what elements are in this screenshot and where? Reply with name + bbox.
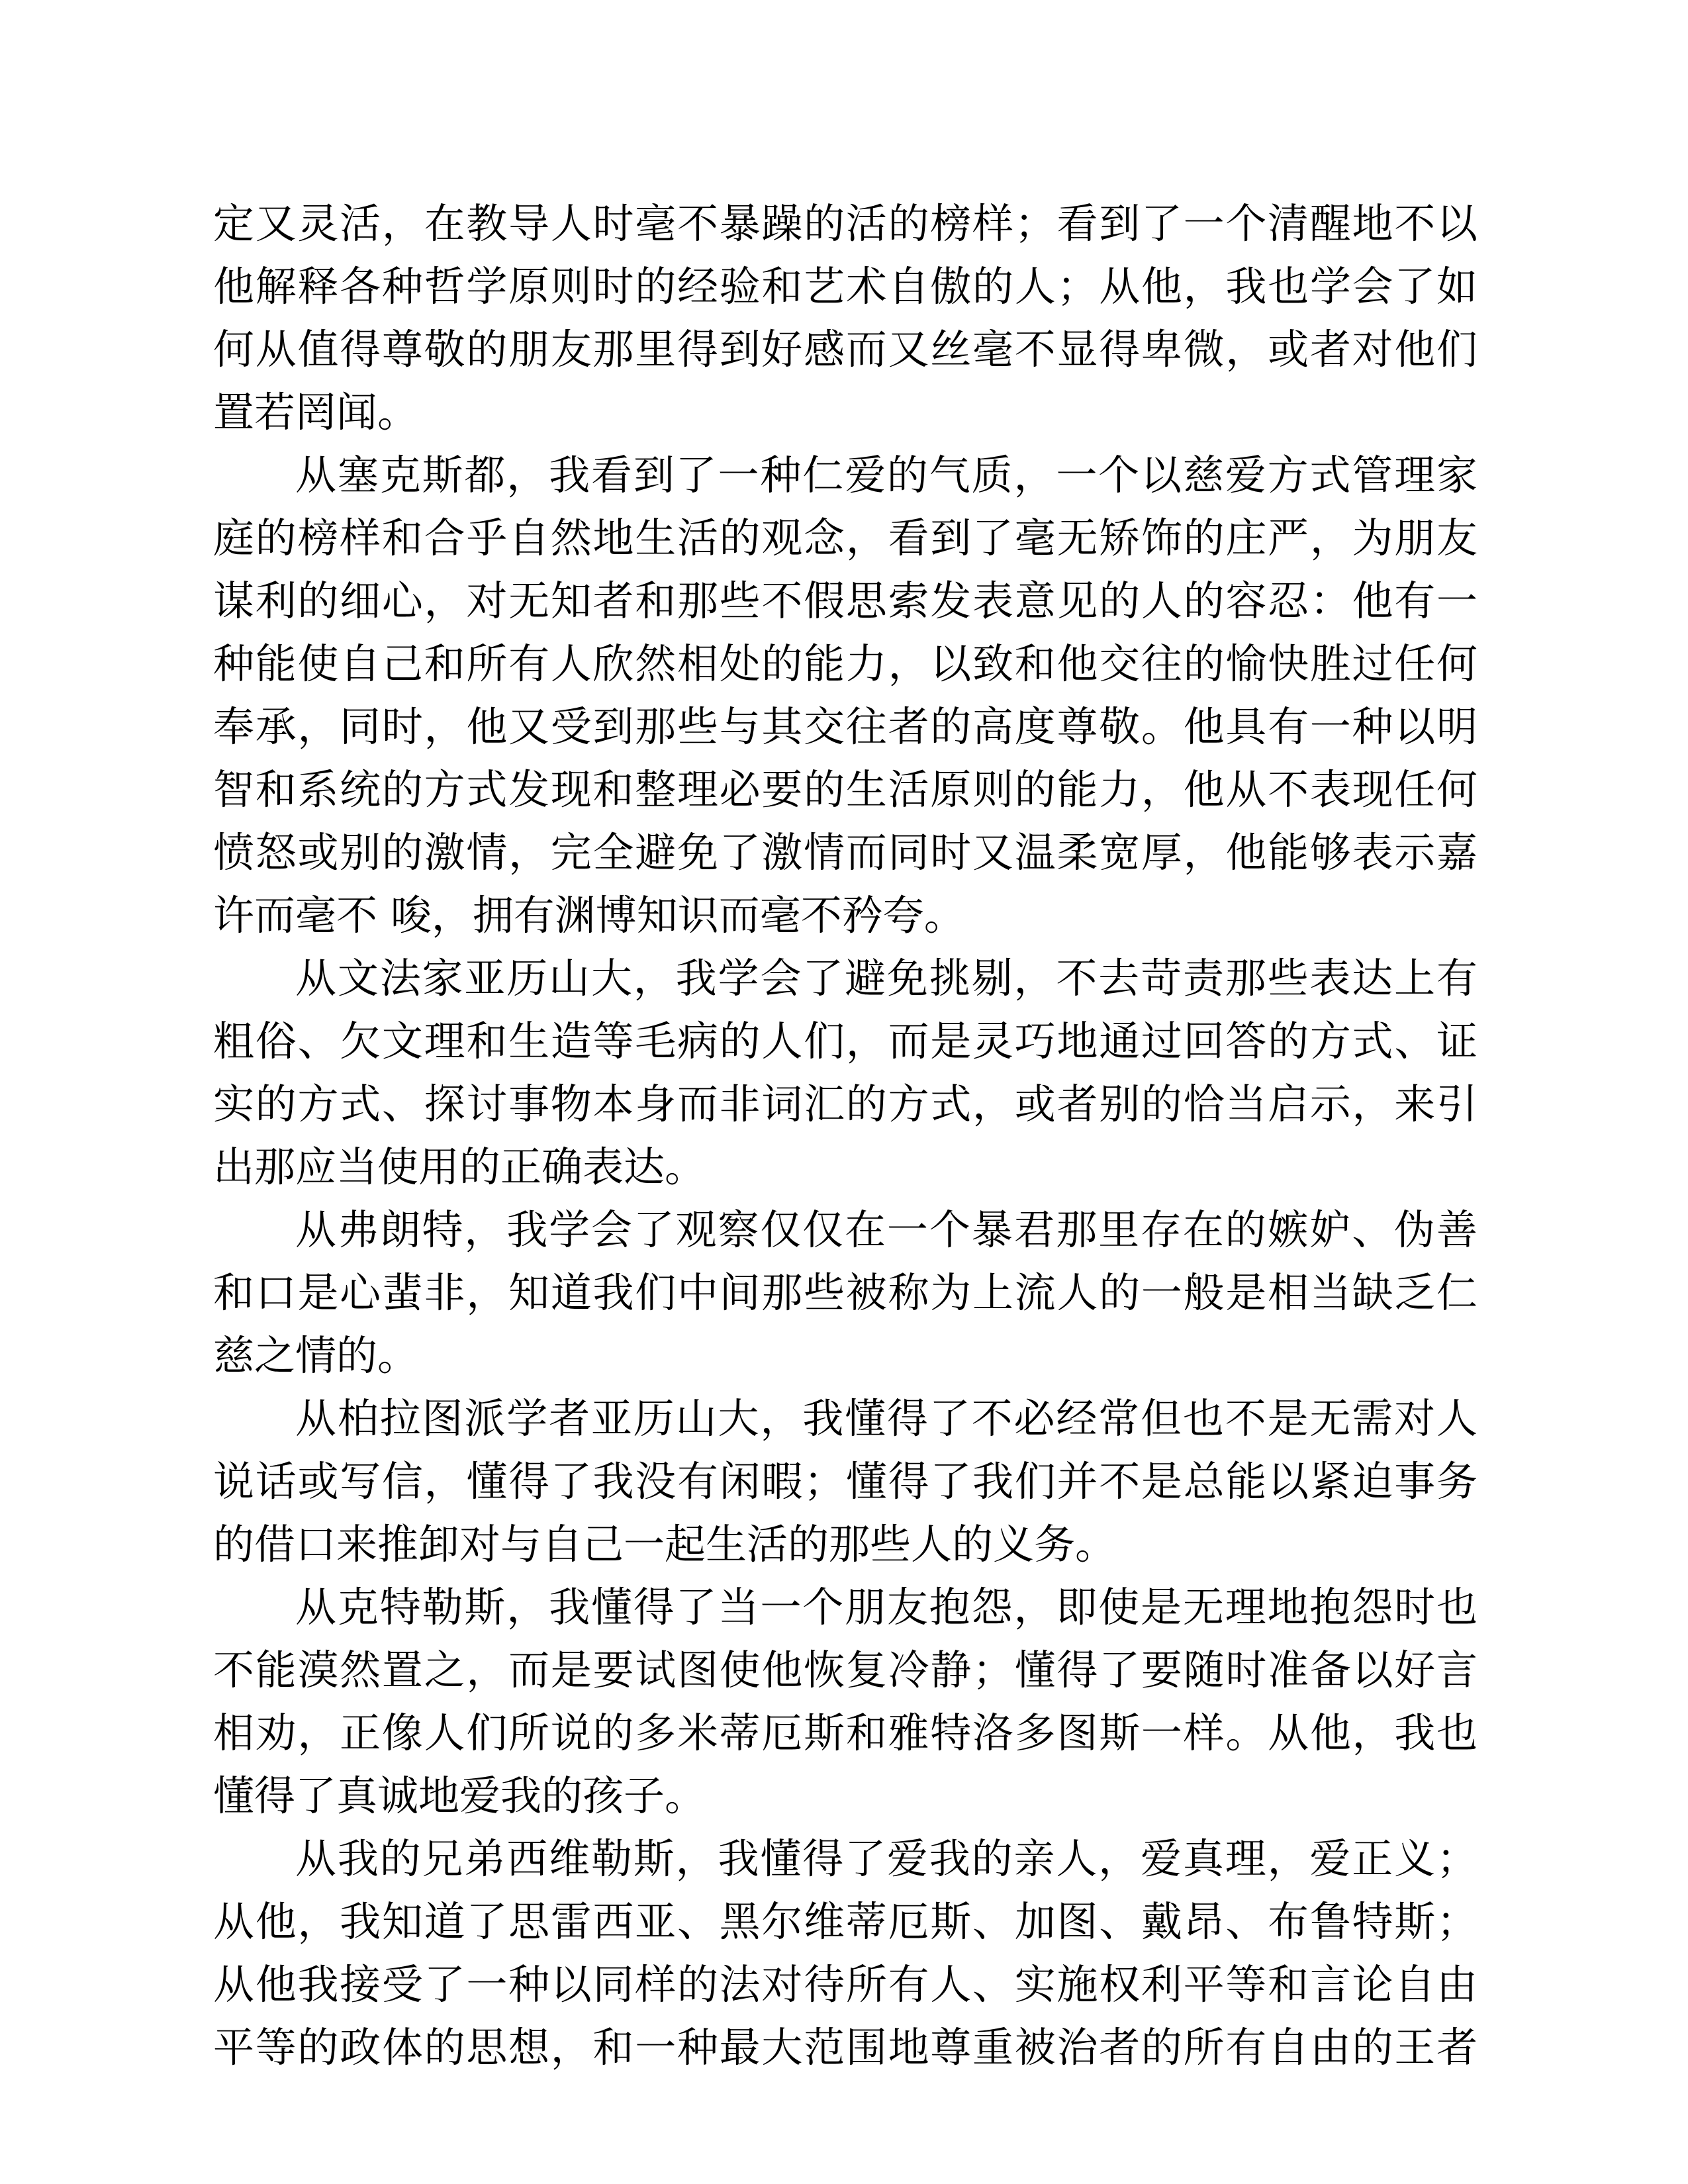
text-line: 从塞克斯都，我看到了一种仁爱的气质，一个以慈爱方式管理家 [295, 451, 1477, 499]
paragraph [213, 1198, 1477, 1387]
text-line: 奉承，同时，他又受到那些与其交往者的高度尊敬。他具有一种以明 [213, 702, 1477, 751]
body-text [213, 192, 1477, 2079]
text-line: 的借口来推卸对与自己一起生活的那些人的义务。 [213, 1520, 1117, 1568]
text-line: 从文法家亚历山大，我学会了避免挑剔，不去苛责那些表达上有 [295, 954, 1477, 1002]
text-line: 从克特勒斯，我懂得了当一个朋友抱怨，即使是无理地抱怨时也 [295, 1583, 1477, 1631]
text-line: 不能漠然置之，而是要试图使他恢复冷静；懂得了要随时准备以好言 [213, 1646, 1477, 1694]
text-line: 置若罔闻。 [213, 388, 419, 436]
text-line: 出那应当使用的正确表达。 [213, 1143, 706, 1191]
paragraph [213, 947, 1477, 1198]
text-line: 说话或写信，懂得了我没有闲暇；懂得了我们并不是总能以紧迫事务 [213, 1457, 1477, 1505]
text-line: 从他我接受了一种以同样的法对待所有人、实施权利平等和言论自由 [213, 1960, 1477, 2009]
text-line: 庭的榜样和合乎自然地生活的观念，看到了毫无矫饰的庄严，为朋友 [213, 514, 1477, 562]
text-line: 相劝，正像人们所说的多米蒂厄斯和雅特洛多图斯一样。从他，我也 [213, 1709, 1477, 1757]
paragraph [213, 192, 1477, 444]
text-line: 从他，我知道了思雷西亚、黑尔维蒂厄斯、加图、戴昂、布鲁特斯； [213, 1897, 1477, 1946]
paragraph [213, 1387, 1477, 1576]
text-line: 平等的政体的思想，和一种最大范围地尊重被治者的所有自由的王者 [213, 2023, 1477, 2071]
paragraph [213, 1827, 1477, 2079]
text-line: 愤怒或别的激情，完全避免了激情而同时又温柔宽厚，他能够表示嘉 [213, 828, 1477, 877]
text-line: 从我的兄弟西维勒斯，我懂得了爱我的亲人，爱真理，爱正义； [295, 1834, 1477, 1883]
text-line: 许而毫不 唆，拥有渊博知识而毫不矜夸。 [213, 891, 965, 939]
text-line: 懂得了真诚地爱我的孩子。 [213, 1772, 706, 1820]
text-line: 智和系统的方式发现和整理必要的生活原则的能力，他从不表现任何 [213, 765, 1477, 814]
text-line: 慈之情的。 [213, 1331, 419, 1380]
text-line: 实的方式、探讨事物本身而非词汇的方式，或者别的恰当启示，来引 [213, 1080, 1477, 1128]
text-line: 从柏拉图派学者亚历山大，我懂得了不必经常但也不是无需对人 [295, 1394, 1477, 1443]
paragraph [213, 444, 1477, 947]
text-line: 他解释各种哲学原则时的经验和艺术自傲的人；从他，我也学会了如 [213, 262, 1477, 310]
paragraph [213, 1576, 1477, 1827]
text-line: 种能使自己和所有人欣然相处的能力，以致和他交往的愉快胜过任何 [213, 640, 1477, 688]
text-line: 粗俗、欠文理和生造等毛病的人们，而是灵巧地通过回答的方式、证 [213, 1017, 1477, 1065]
text-line: 从弗朗特，我学会了观察仅仅在一个暴君那里存在的嫉妒、伪善 [295, 1206, 1477, 1254]
text-line: 定又灵活，在教导人时毫不暴躁的活的榜样；看到了一个清醒地不以 [213, 199, 1477, 248]
text-line: 和口是心蜚非，知道我们中间那些被称为上流人的一般是相当缺乏仁 [213, 1268, 1477, 1317]
text-line: 谋利的细心，对无知者和那些不假思索发表意见的人的容忍：他有一 [213, 577, 1477, 625]
text-line: 何从值得尊敬的朋友那里得到好感而又丝毫不显得卑微，或者对他们 [213, 325, 1477, 373]
